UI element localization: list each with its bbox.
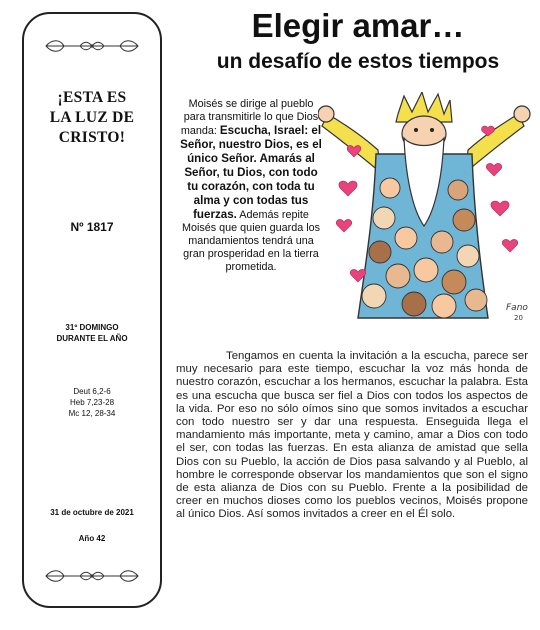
- intro-lead: Moisés se dirige al pueblo para transmitirle lo que Dios manda:: [180, 98, 319, 137]
- reading-item: Mc 12, 28-34: [68, 409, 116, 418]
- artist-signature: Fano: [506, 303, 528, 313]
- sidebar-heading: ¡ESTA ES LA LUZ DE CRISTO!: [49, 89, 135, 146]
- readings-list: [24, 386, 160, 419]
- reading-item: Deut 6,2-6: [73, 387, 111, 396]
- reading-item: Heb 7,23-28: [69, 398, 115, 407]
- page-title: Elegir amar…: [251, 7, 465, 44]
- left-arm-icon: [322, 114, 380, 172]
- artist-signature-year: 20: [514, 314, 523, 322]
- issue-date: 31 de octubre de 2021: [50, 508, 134, 517]
- intro-paragraph: [180, 98, 322, 274]
- moses-illustration: [318, 92, 534, 328]
- page-subtitle: un desafío de estos tiempos: [216, 50, 500, 73]
- issue-number: Nº 1817: [70, 220, 114, 234]
- right-arm-icon: [466, 114, 524, 172]
- flourish-ornament-icon: [42, 568, 142, 584]
- flourish-ornament-icon: [42, 38, 142, 54]
- intro-quote: Escucha, Israel: el Señor, nuestro Dios, es el único Señor. Amarás al Señor, tu Dios, con todo tu corazón, con toda tu alma y con todas tus fuerzas.: [180, 124, 322, 221]
- issue-year: Año 42: [78, 534, 106, 543]
- intro-closing: Además repite Moisés que quien guarda los mandamientos tendrá una gran prosperidad en la tierra prometida.: [181, 209, 321, 273]
- bookmark-panel: [22, 12, 162, 608]
- body-paragraph: Tengamos en cuenta la invitación a la escucha, parece ser muy necesario para este tiempo, escuchar la voz más honda de nuestro corazón, escuchar a los hermanos, escuchar la palabra. Esta es una escucha que busca ser fiel a Dios con todos los aspectos de la vida. Por eso no sólo oímos sino que somos invitados a escuchar con todo nuestro ser y dar una respuesta. Enseguida llega el mandamiento más importante, meta y camino, amar a Dios con todo el ser, con todas las fuerzas. En esta alianza de amistad que sella Dios con su Pueblo, la acción de Dios pasa salvando y al Pueblo, al hombre le corresponde observar los mandamientos que son el signo de esta alianza de Dios con su Pueblo. Frente a la posibilidad de creer en muchos dioses como los pueblos vecinos, Moisés propone al único Dios. Así somos invitados a creer en el Él solo.: [176, 350, 528, 521]
- liturgical-sunday: 31º DOMINGO DURANTE EL AÑO: [56, 323, 128, 343]
